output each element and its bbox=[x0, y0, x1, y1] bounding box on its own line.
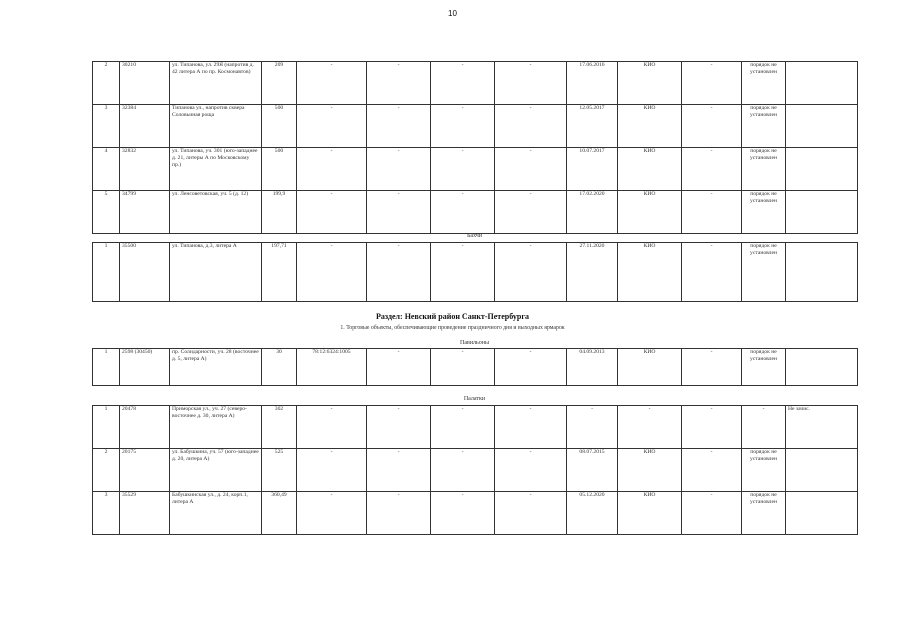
table-cell: КИО bbox=[618, 349, 682, 386]
table-cell: 12.05.2017 bbox=[567, 105, 618, 148]
register-table-3 bbox=[92, 348, 858, 386]
table-cell: - bbox=[495, 148, 567, 191]
table-cell: 35529 bbox=[120, 492, 170, 535]
table-cell: - bbox=[431, 191, 495, 234]
table-cell: - bbox=[431, 148, 495, 191]
table-cell: - bbox=[297, 62, 367, 105]
table-cell bbox=[786, 449, 858, 492]
section-subtitle: 1. Торговые объекты, обеспечивающие проведение праздничного дня и выходных ярмарок bbox=[340, 325, 565, 331]
table-cell: - bbox=[367, 492, 431, 535]
table-cell: - bbox=[682, 492, 742, 535]
table-cell: порядок не установлен bbox=[742, 449, 786, 492]
table-cell: - bbox=[431, 62, 495, 105]
table-cell: 1 bbox=[93, 243, 120, 302]
table-cell: КИО bbox=[618, 243, 682, 302]
table-row bbox=[93, 191, 858, 234]
table-cell: 27.11.2020 bbox=[567, 243, 618, 302]
table-cell: 525 bbox=[262, 449, 297, 492]
group-label-pavilions: Павильоны bbox=[459, 340, 489, 346]
table-cell: 10.07.2017 bbox=[567, 148, 618, 191]
table-cell: 78:12:6324:1005 bbox=[297, 349, 367, 386]
table-cell: КИО bbox=[618, 105, 682, 148]
table-cell: КИО bbox=[618, 148, 682, 191]
page-number: 10 bbox=[448, 9, 457, 18]
table-cell: 2 bbox=[93, 62, 120, 105]
group-label-tents: Палатки bbox=[463, 396, 486, 402]
table-cell: - bbox=[367, 62, 431, 105]
table-cell: 3 bbox=[93, 105, 120, 148]
table-cell: - bbox=[367, 148, 431, 191]
table-cell: 500 bbox=[262, 148, 297, 191]
table-cell: 5 bbox=[93, 191, 120, 234]
table-cell: 32832 bbox=[120, 148, 170, 191]
table-cell: Приморская ул., уч. 27 (северо-восточнее д. 30, литера А) bbox=[170, 406, 262, 449]
table-cell: - bbox=[682, 449, 742, 492]
table-cell: - bbox=[431, 449, 495, 492]
table-cell: - bbox=[297, 105, 367, 148]
table-cell: - bbox=[495, 492, 567, 535]
table-cell: - bbox=[367, 406, 431, 449]
table-cell: порядок не установлен bbox=[742, 148, 786, 191]
table-cell: порядок не установлен bbox=[742, 62, 786, 105]
table-cell: - bbox=[431, 406, 495, 449]
table-cell: 1 bbox=[93, 406, 120, 449]
table-row bbox=[93, 406, 858, 449]
table-cell: - bbox=[297, 406, 367, 449]
table-cell: - bbox=[682, 349, 742, 386]
table-row bbox=[93, 449, 858, 492]
table-cell: 500 bbox=[262, 105, 297, 148]
table-cell: 20478 bbox=[120, 406, 170, 449]
table-cell: 209 bbox=[262, 62, 297, 105]
table-cell: - bbox=[431, 105, 495, 148]
table-row bbox=[93, 243, 858, 302]
table-cell: - bbox=[495, 406, 567, 449]
table-row bbox=[93, 349, 858, 386]
table-row bbox=[93, 105, 858, 148]
table-cell bbox=[786, 148, 858, 191]
table-cell: 3 bbox=[93, 492, 120, 535]
table-row bbox=[93, 62, 858, 105]
table-cell: - bbox=[431, 243, 495, 302]
table-cell: 17.02.2020 bbox=[567, 191, 618, 234]
register-table-1 bbox=[92, 61, 858, 234]
table-cell: - bbox=[297, 191, 367, 234]
table-cell: - bbox=[297, 243, 367, 302]
table-cell: 360,49 bbox=[262, 492, 297, 535]
table-row bbox=[93, 148, 858, 191]
table-cell: КИО bbox=[618, 62, 682, 105]
table-cell: КИО bbox=[618, 191, 682, 234]
table-cell: КИО bbox=[618, 492, 682, 535]
table-cell: пр. Солидарности, уч. 28 (восточнее д. 5, литера А) bbox=[170, 349, 262, 386]
table-cell: ул. Типанова, ул. 29Я (напротив д. 42 литера А по пр. Космонавтов) bbox=[170, 62, 262, 105]
table-cell: - bbox=[567, 406, 618, 449]
table-row bbox=[93, 492, 858, 535]
table-cell: - bbox=[682, 406, 742, 449]
table-cell: Не зачис. bbox=[786, 406, 858, 449]
table-cell: порядок не установлен bbox=[742, 349, 786, 386]
table-cell: - bbox=[431, 492, 495, 535]
table-cell: ул. Ленсоветовская, уч. 5 (д. 12) bbox=[170, 191, 262, 234]
table-cell: - bbox=[682, 105, 742, 148]
register-table-4 bbox=[92, 405, 858, 535]
table-cell: - bbox=[682, 148, 742, 191]
table-cell: КИО bbox=[618, 449, 682, 492]
table-cell: порядок не установлен bbox=[742, 492, 786, 535]
table-cell: порядок не установлен bbox=[742, 105, 786, 148]
table-cell: 2598 (30450) bbox=[120, 349, 170, 386]
table-cell: 05.12.2020 bbox=[567, 492, 618, 535]
table-cell: 17.06.2016 bbox=[567, 62, 618, 105]
group-label-bakhchi: Бахчи bbox=[466, 233, 483, 239]
table-cell: - bbox=[495, 105, 567, 148]
section-title: Раздел: Невский район Санкт-Петербурга bbox=[375, 312, 529, 321]
table-cell bbox=[786, 62, 858, 105]
table-cell: 04.09.2013 bbox=[567, 349, 618, 386]
table-cell: ул. Типанова, д.3, литера А bbox=[170, 243, 262, 302]
table-cell: 30210 bbox=[120, 62, 170, 105]
table-cell: порядок не установлен bbox=[742, 191, 786, 234]
table-cell: - bbox=[367, 191, 431, 234]
table-cell bbox=[786, 105, 858, 148]
table-cell: Бабушкинская ул., д. 24, корп.1, литера А bbox=[170, 492, 262, 535]
table-cell: - bbox=[367, 349, 431, 386]
table-cell: - bbox=[297, 492, 367, 535]
table-cell: ул. Типанова, уч. 301 (юго-западнее д. 21, литеры А по Московскому пр.) bbox=[170, 148, 262, 191]
table-cell: 1 bbox=[93, 349, 120, 386]
table-cell: 08.07.2015 bbox=[567, 449, 618, 492]
table-cell bbox=[786, 243, 858, 302]
table-cell: - bbox=[495, 243, 567, 302]
table-cell: ул. Бабушкина, уч. 57 (юго-западнее д. 20, литера А) bbox=[170, 449, 262, 492]
table-cell: - bbox=[367, 449, 431, 492]
table-cell: порядок не установлен bbox=[742, 243, 786, 302]
table-cell: - bbox=[297, 449, 367, 492]
table-cell: - bbox=[367, 105, 431, 148]
table-cell bbox=[786, 349, 858, 386]
table-cell: - bbox=[495, 349, 567, 386]
table-cell: 35500 bbox=[120, 243, 170, 302]
table-cell: - bbox=[297, 148, 367, 191]
table-cell: 199,9 bbox=[262, 191, 297, 234]
table-cell: 4 bbox=[93, 148, 120, 191]
table-cell: 34799 bbox=[120, 191, 170, 234]
table-cell: Типанова ул., напротив сквера Соловьиная роща bbox=[170, 105, 262, 148]
table-cell: - bbox=[495, 62, 567, 105]
table-cell: - bbox=[495, 191, 567, 234]
table-cell: - bbox=[682, 191, 742, 234]
table-cell: 2 bbox=[93, 449, 120, 492]
table-cell: 30 bbox=[262, 349, 297, 386]
table-cell: - bbox=[682, 243, 742, 302]
table-cell: 20175 bbox=[120, 449, 170, 492]
table-cell: 302 bbox=[262, 406, 297, 449]
table-cell bbox=[786, 492, 858, 535]
table-cell: 32384 bbox=[120, 105, 170, 148]
table-cell: 197,71 bbox=[262, 243, 297, 302]
table-cell: - bbox=[618, 406, 682, 449]
register-table-2 bbox=[92, 242, 858, 302]
table-cell: - bbox=[367, 243, 431, 302]
table-cell: - bbox=[682, 62, 742, 105]
table-cell: - bbox=[431, 349, 495, 386]
table-cell: - bbox=[742, 406, 786, 449]
table-cell: - bbox=[495, 449, 567, 492]
table-cell bbox=[786, 191, 858, 234]
